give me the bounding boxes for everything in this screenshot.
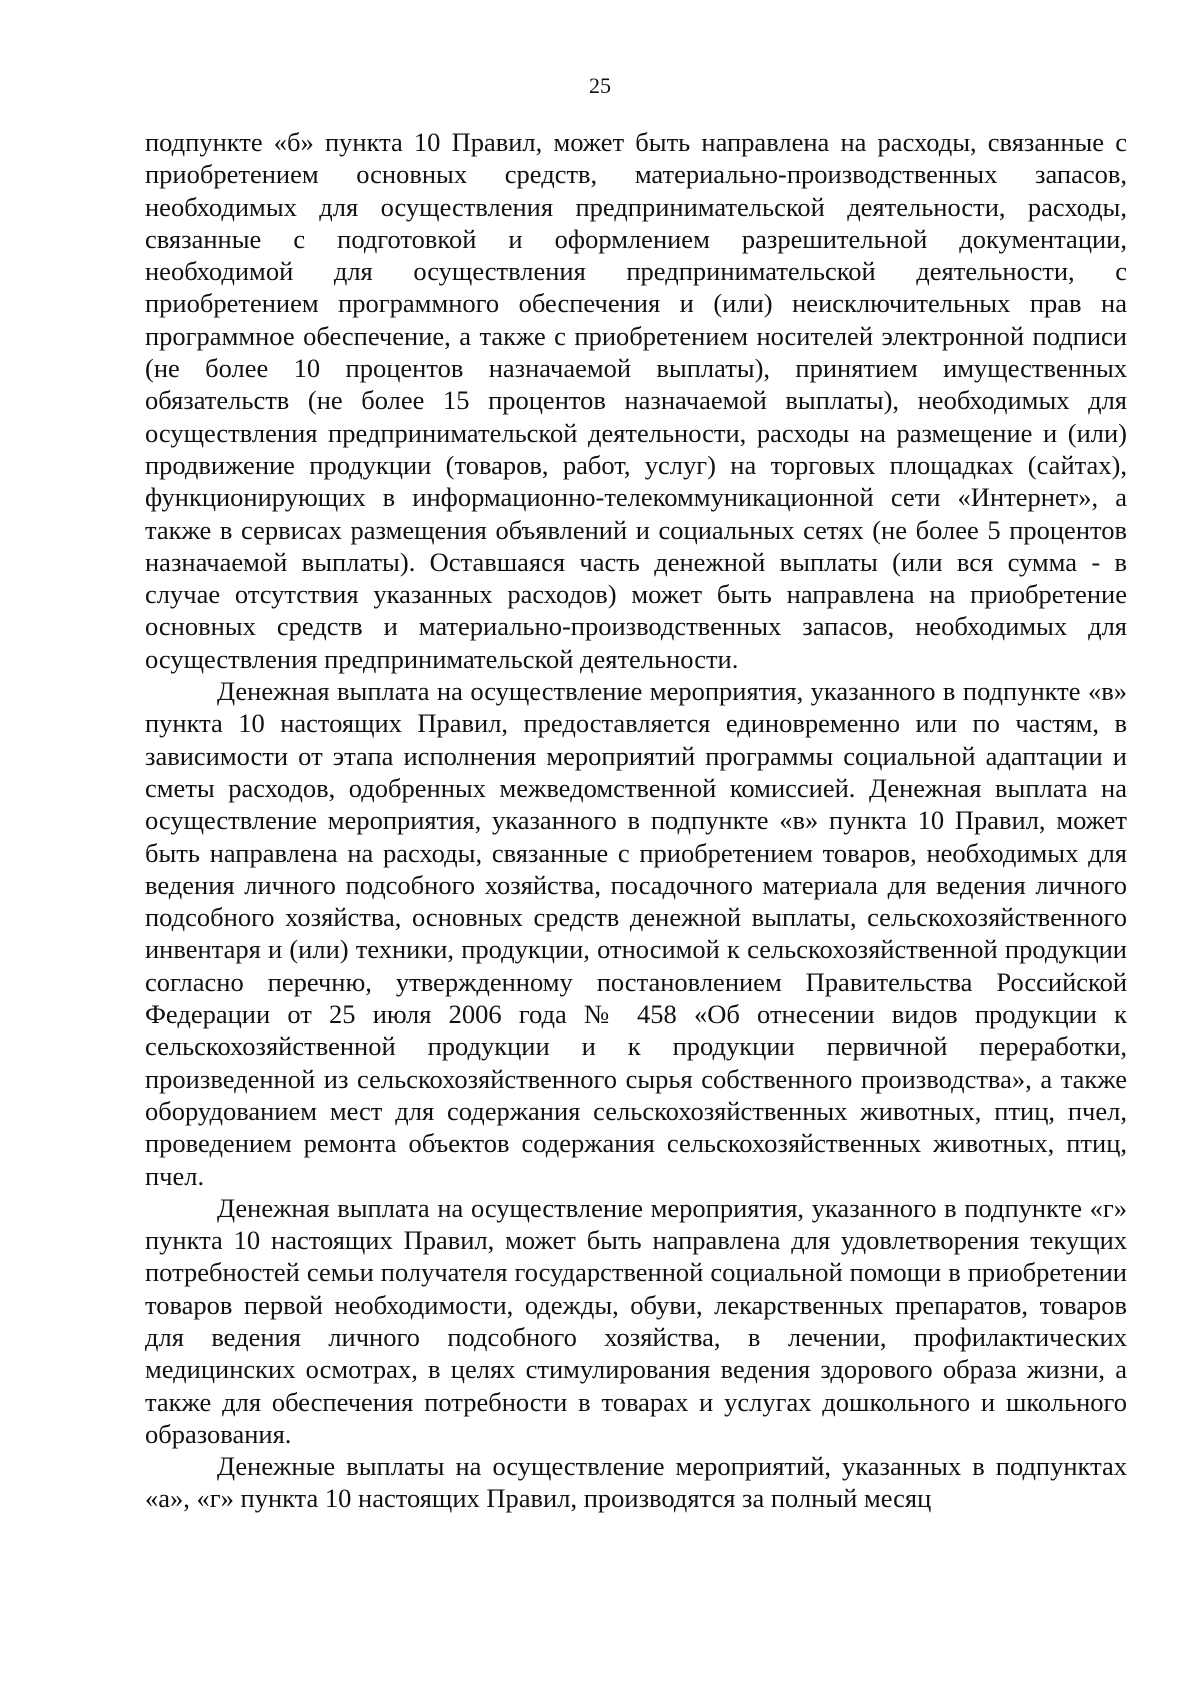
paragraph-2: Денежная выплата на осуществление мероприятия, указанного в подпункте «в» пункта 10 настоящих Правил, предоставляется единовременно или по частям, в зависимости от этапа исполнения мероприятий программы социальной адаптации и сметы расходов, одобренных межведомственной комиссией. Денежная выплата на осуществление мероприятия, указанного в подпункте «в» пункта 10 Правил, может быть направлена на расходы, связанные с приобретением товаров, необходимых для ведения личного подсобного хозяйства, посадочного материала для ведения личного подсобного хозяйства, основных средств денежной выплаты, сельскохозяйственного инвентаря и (или) техники, продукции, относимой к сельскохозяйственной продукции согласно перечню, утвержденному постановлением Правительства Российской Федерации от 25 июля 2006 года № 458 «Об отнесении видов продукции к сельскохозяйственной продукции и к продукции первичной переработки, произведенной из сельскохозяйственного сырья собственного производства», а также оборудованием мест для содержания сельскохозяйственных животных, птиц, пчел, проведением ремонта объектов содержания сельскохозяйственных животных, птиц, пчел. [145, 676, 1127, 1191]
document-body [145, 126, 1127, 1515]
page-number: 25 [589, 73, 611, 98]
paragraph-4: Денежные выплаты на осуществление мероприятий, указанных в подпунктах «а», «г» пункта 10 настоящих Правил, производятся за полный месяц [145, 1451, 1127, 1514]
paragraph-3: Денежная выплата на осуществление мероприятия, указанного в подпункте «г» пункта 10 настоящих Правил, может быть направлена для удовлетворения текущих потребностей семьи получателя государственной социальной помощи в приобретении товаров первой необходимости, одежды, обуви, лекарственных препаратов, товаров для ведения личного подсобного хозяйства, в лечении, профилактических медицинских осмотрах, в целях стимулирования ведения здорового образа жизни, а также для обеспечения потребности в товарах и услугах дошкольного и школьного образования. [145, 1192, 1127, 1449]
paragraph-1: подпункте «б» пункта 10 Правил, может быть направлена на расходы, связанные с приобретением основных средств, материально-производственных запасов, необходимых для осуществления предпринимательской деятельности, расходы, связанные с подготовкой и оформлением разрешительной документации, необходимой для осуществления предпринимательской деятельности, с приобретением программного обеспечения и (или) неисключительных прав на программное обеспечение, а также с приобретением носителей электронной подписи (не более 10 процентов назначаемой выплаты), принятием имущественных обязательств (не более 15 процентов назначаемой выплаты), необходимых для осуществления предпринимательской деятельности, расходы на размещение и (или) продвижение продукции (товаров, работ, услуг) на торговых площадках (сайтах), функционирующих в информационно-телекоммуникационной сети «Интернет», а также в сервисах размещения объявлений и социальных сетях (не более 5 процентов назначаемой выплаты). Оставшаяся часть денежной выплаты (или вся сумма - в случае отсутствия указанных расходов) может быть направлена на приобретение основных средств и материально-производственных запасов, необходимых для осуществления предпринимательской деятельности. [145, 127, 1127, 674]
